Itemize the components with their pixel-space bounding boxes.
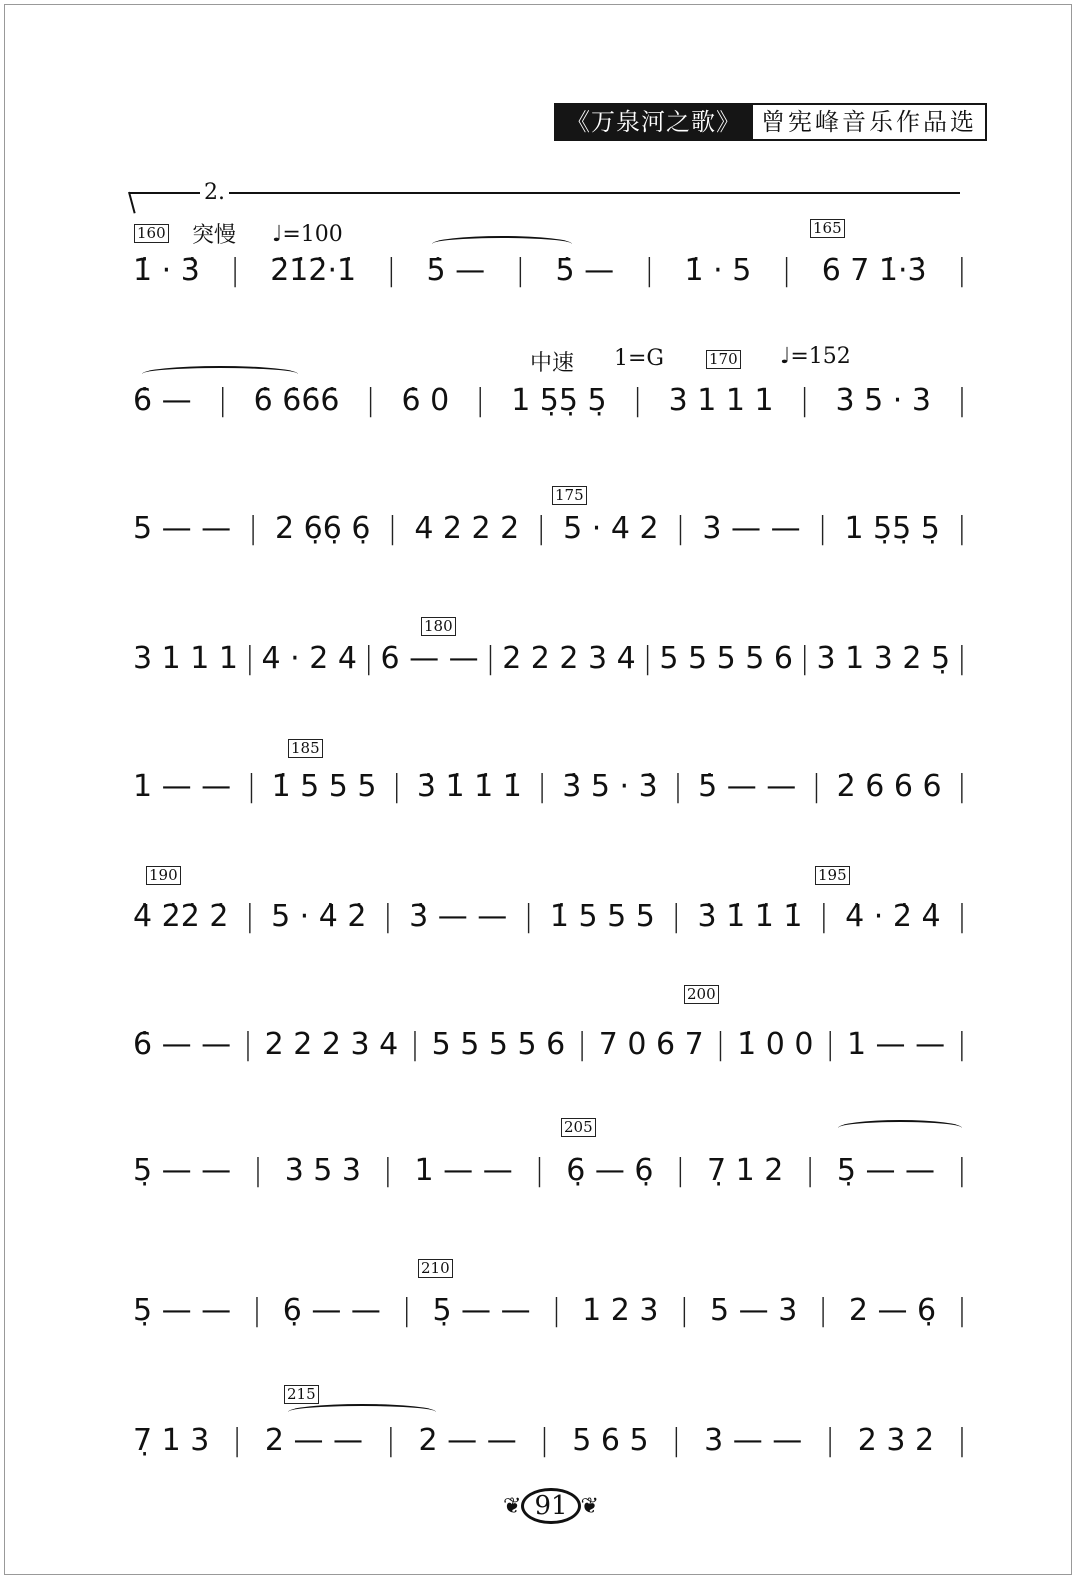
key-signature: 1=G xyxy=(614,346,665,371)
measure-notes: 5̣ — — xyxy=(836,1152,936,1188)
measure-notes: 5̇ — xyxy=(555,252,615,288)
measure-notes: 5 6 5 xyxy=(572,1422,649,1458)
score-line xyxy=(130,1094,970,1214)
barline: | xyxy=(956,382,967,418)
measure-notes: 3 — — xyxy=(704,1422,803,1458)
measure-notes: 5̇ — xyxy=(426,252,486,288)
measure-number: 210 xyxy=(418,1259,453,1278)
measure-notes: 6̇ 6̇6̇6̇ xyxy=(253,382,340,418)
barline: | xyxy=(956,640,967,676)
tempo-marking: 中速 xyxy=(530,351,575,376)
measure-notes: 5 — — xyxy=(133,510,232,546)
measure-notes: 7 0 6 7 xyxy=(598,1026,704,1062)
measure-number: 165 xyxy=(810,219,845,238)
measure-notes: 5 — 3 xyxy=(710,1292,798,1328)
score-line xyxy=(130,710,970,830)
measure-notes: 3 1 1 1 xyxy=(668,382,774,418)
measure-notes: 3 1 3 2 5̣ xyxy=(816,640,951,676)
barline: | xyxy=(956,1422,967,1458)
measure-notes: 1̇ 5 5 5 xyxy=(549,898,655,934)
measure-notes: 3 1 1 1 xyxy=(133,640,238,676)
barline: | xyxy=(632,382,643,418)
barline: | xyxy=(818,898,829,934)
barline: | xyxy=(365,382,376,418)
barline: | xyxy=(217,382,228,418)
measure-notes: 6̇ — xyxy=(133,382,192,418)
barline: | xyxy=(672,768,683,804)
laurel-left-icon: ❦ xyxy=(503,1493,522,1519)
measure-notes: 3̇ 1̇ 1̇ 1̇ xyxy=(416,768,522,804)
measure-notes: 2 6̣6̣ 6̣ xyxy=(275,510,371,546)
barline: | xyxy=(956,768,967,804)
measure-notes: 4̇ 2̇2̇ 2̇ xyxy=(133,898,229,934)
measure-notes: 4 2 2 2 xyxy=(414,510,520,546)
barline: | xyxy=(385,1422,396,1458)
measure-number: 160 xyxy=(134,224,169,243)
tempo-marking: ♩=152 xyxy=(780,344,851,369)
barline: | xyxy=(576,1026,588,1062)
barline: | xyxy=(642,640,653,676)
score-line xyxy=(130,1234,970,1354)
barline: | xyxy=(817,510,828,546)
barline: | xyxy=(534,1152,545,1188)
barline: | xyxy=(232,1422,243,1458)
book-title: 《万泉河之歌》 xyxy=(554,103,753,141)
barline: | xyxy=(244,898,255,934)
measure-notes: 6 7 1̇·3̇ xyxy=(821,252,927,288)
barline: | xyxy=(251,1292,262,1328)
barline: | xyxy=(824,1422,836,1458)
barline: | xyxy=(781,252,792,288)
score-line xyxy=(130,968,970,1088)
barline: | xyxy=(799,640,810,676)
measure-number: 200 xyxy=(684,985,719,1004)
measure-notes: 2 — 6̣ xyxy=(848,1292,937,1328)
barline: | xyxy=(811,768,822,804)
measure-notes: 5̣ — — xyxy=(133,1152,232,1188)
barline: | xyxy=(387,510,398,546)
measure-notes: 1 — — xyxy=(414,1152,513,1188)
measure-notes: 4 · 2 4 xyxy=(261,640,357,676)
measure-notes: 7̣ 1 3 xyxy=(133,1422,210,1458)
barline: | xyxy=(539,1422,550,1458)
barline: | xyxy=(818,1292,829,1328)
barline: | xyxy=(644,252,655,288)
measure-notes: 1 — — xyxy=(846,1026,946,1062)
measure-number: 170 xyxy=(706,350,741,369)
barline: | xyxy=(675,1152,686,1188)
measure-number: 175 xyxy=(552,486,587,505)
measure-notes: 3 5 3 xyxy=(284,1152,362,1188)
measure-notes: 2̇ 6 6 6 xyxy=(836,768,942,804)
measure-number: 180 xyxy=(421,617,456,636)
barline: | xyxy=(363,640,374,676)
measure-notes: 7̣ 1 2 xyxy=(707,1152,784,1188)
measure-notes: 6̇ 0 xyxy=(401,382,450,418)
barline: | xyxy=(956,1292,967,1328)
measure-notes: 5 5 5 5 6 xyxy=(431,1026,566,1062)
measure-number: 190 xyxy=(146,866,181,885)
barline: | xyxy=(252,1152,263,1188)
measure-notes: 1̇ 5 5 5 xyxy=(271,768,377,804)
score-line xyxy=(130,324,970,444)
barline: | xyxy=(248,510,259,546)
laurel-right-icon: ❦ xyxy=(580,1493,599,1519)
tempo-marking: 突慢 xyxy=(192,223,237,248)
measure-notes: 5 · 4̇ 2̇ xyxy=(271,898,367,934)
barline: | xyxy=(825,1026,836,1062)
measure-notes: 1 — — xyxy=(133,768,232,804)
barline: | xyxy=(242,1026,253,1062)
measure-notes: 3 — — xyxy=(702,510,801,546)
barline: | xyxy=(246,768,257,804)
barline: | xyxy=(537,768,548,804)
measure-number: 185 xyxy=(288,739,323,758)
score-line xyxy=(130,194,970,314)
page-number: 91 xyxy=(521,1488,580,1524)
measure-number: 205 xyxy=(561,1118,596,1137)
barline: | xyxy=(675,510,686,546)
measure-notes: 5 · 4 2 xyxy=(563,510,659,546)
barline: | xyxy=(536,510,547,546)
barline: | xyxy=(956,1026,967,1062)
measure-number: 195 xyxy=(815,866,850,885)
measure-notes: 2̇1̇2̇·1̇ xyxy=(270,252,357,288)
measure-notes: 3̇ — — xyxy=(409,898,508,934)
barline: | xyxy=(956,898,967,934)
measure-number: 215 xyxy=(284,1385,319,1404)
barline: | xyxy=(671,898,682,934)
measure-notes: 1̇ · 3̇ xyxy=(133,252,200,288)
measure-notes: 5̣ — — xyxy=(133,1292,232,1328)
measure-notes: 6̇ — — xyxy=(133,1026,232,1062)
tempo-marking: ♩=100 xyxy=(272,222,343,247)
barline: | xyxy=(679,1292,690,1328)
measure-notes: 1̇ · 5 xyxy=(684,252,752,288)
measure-notes: 3̇ 1̇ 1̇ 1̇ xyxy=(697,898,803,934)
barline: | xyxy=(229,252,241,288)
measure-notes: 1 2 3 xyxy=(582,1292,659,1328)
measure-notes: 4̇ · 2̇ 4̇ xyxy=(845,898,941,934)
barline: | xyxy=(475,382,486,418)
barline: | xyxy=(382,1152,393,1188)
measure-notes: 5 5 5 5 6 xyxy=(659,640,793,676)
volta-number: 2. xyxy=(200,180,229,205)
measure-notes: 1 5̣5̣ 5̣ xyxy=(844,510,940,546)
measure-notes: 6 — — xyxy=(380,640,479,676)
barline: | xyxy=(523,898,534,934)
barline: | xyxy=(956,1152,967,1188)
measure-notes: 3 5 · 3 xyxy=(835,382,931,418)
measure-notes: 5̇ — — xyxy=(698,768,797,804)
barline: | xyxy=(244,640,255,676)
measure-notes: 2 2 2 3 4 xyxy=(502,640,636,676)
barline: | xyxy=(391,768,402,804)
barline: | xyxy=(382,898,393,934)
score-line xyxy=(130,452,970,572)
barline: | xyxy=(485,640,496,676)
page-number-ornament xyxy=(496,1478,606,1534)
barline: | xyxy=(515,252,526,288)
measure-notes: 6̣ — — xyxy=(282,1292,381,1328)
measure-notes: 3̇ 5 · 3̇ xyxy=(562,768,658,804)
barline: | xyxy=(409,1026,420,1062)
barline: | xyxy=(715,1026,726,1062)
score-line xyxy=(130,840,970,960)
barline: | xyxy=(551,1292,562,1328)
barline: | xyxy=(671,1422,682,1458)
page-header xyxy=(554,103,987,141)
measure-notes: 1̇ 0 0 xyxy=(737,1026,814,1062)
barline: | xyxy=(799,382,810,418)
collection-title: 曾宪峰音乐作品选 xyxy=(753,103,987,141)
barline: | xyxy=(805,1152,816,1188)
score-line xyxy=(130,582,970,702)
barline: | xyxy=(401,1292,412,1328)
measure-notes: 2 3 2 xyxy=(857,1422,935,1458)
measure-notes: 1 5̣5̣ 5̣ xyxy=(511,382,607,418)
barline: | xyxy=(956,252,967,288)
score-line xyxy=(130,1364,970,1484)
measure-notes: 6̣ — 6̣ xyxy=(566,1152,654,1188)
barline: | xyxy=(386,252,397,288)
measure-notes: 2 — — xyxy=(264,1422,364,1458)
measure-notes: 5̣ — — xyxy=(432,1292,531,1328)
measure-notes: 2 2 2 3 4 xyxy=(264,1026,399,1062)
measure-notes: 2 — — xyxy=(418,1422,517,1458)
barline: | xyxy=(956,510,967,546)
